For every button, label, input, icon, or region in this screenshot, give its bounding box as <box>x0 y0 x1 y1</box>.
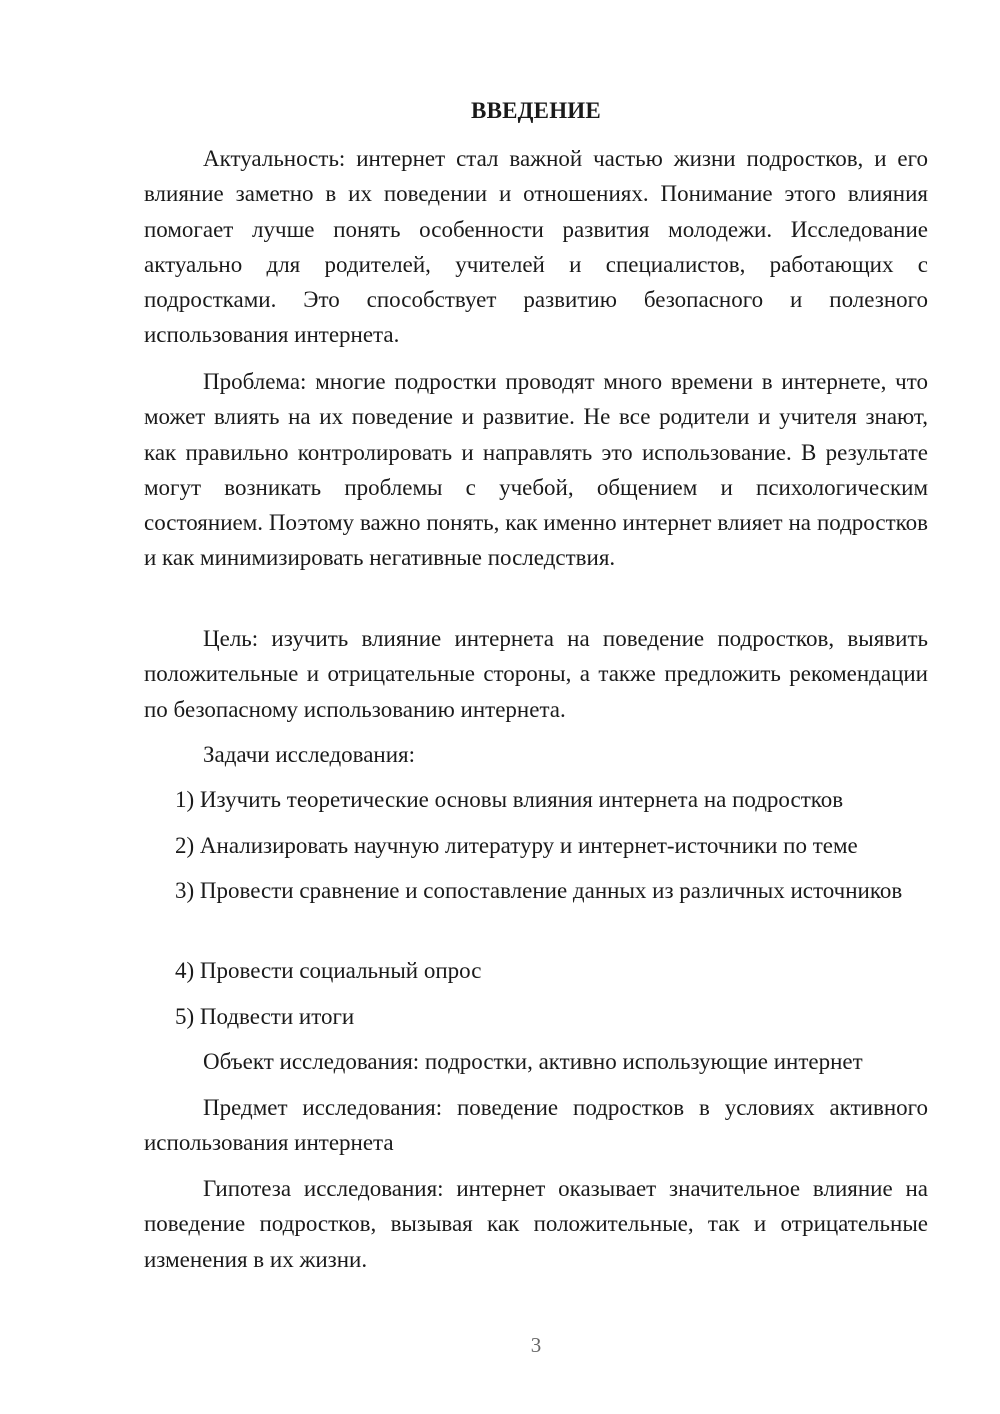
page-number: 3 <box>530 1333 542 1357</box>
page-title: ВВЕДЕНИЕ <box>471 98 601 123</box>
paragraph-relevance: Актуальность: интернет стал важной частью жизни подростков, и его влияние заметно в их поведении и отношениях. Понимание этого влияния помогает лучше понять особенности развития молодежи. Исследование актуально для родителей, учителей и специалистов, работающих с подростками. Это способствует развитию безопасного и полезного использования интернета. <box>144 146 928 348</box>
task-item-3: 3) Провести сравнение и сопоставление данных из различных источников <box>175 878 903 903</box>
task-item-5: 5) Подвести итоги <box>175 1004 355 1029</box>
paragraph-subject: Предмет исследования: поведение подростков в условиях активного использования интернета <box>144 1095 928 1156</box>
paragraph-object: Объект исследования: подростки, активно использующие интернет <box>203 1049 863 1074</box>
document-page <box>144 0 928 1414</box>
task-item-2: 2) Анализировать научную литературу и интернет-источники по теме <box>175 833 858 858</box>
paragraph-hypothesis: Гипотеза исследования: интернет оказывает значительное влияние на поведение подростков, вызывая как положительные, так и отрицательные изменения в их жизни. <box>144 1176 928 1272</box>
task-item-4: 4) Провести социальный опрос <box>175 958 482 983</box>
paragraph-goal: Цель: изучить влияние интернета на поведение подростков, выявить положительные и отрицательные стороны, а также предложить рекомендации по безопасному использованию интернета. <box>144 626 928 722</box>
tasks-heading: Задачи исследования: <box>203 742 416 767</box>
task-item-1: 1) Изучить теоретические основы влияния интернета на подростков <box>175 787 844 812</box>
paragraph-problem: Проблема: многие подростки проводят много времени в интернете, что может влиять на их поведение и развитие. Не все родители и учителя знают, как правильно контролировать и направлять это использование. В результате могут возникать проблемы с учебой, общением и психологическим состоянием. Поэтому важно понять, как именно интернет влияет на подростков и как минимизировать негативные последствия. <box>144 369 928 571</box>
